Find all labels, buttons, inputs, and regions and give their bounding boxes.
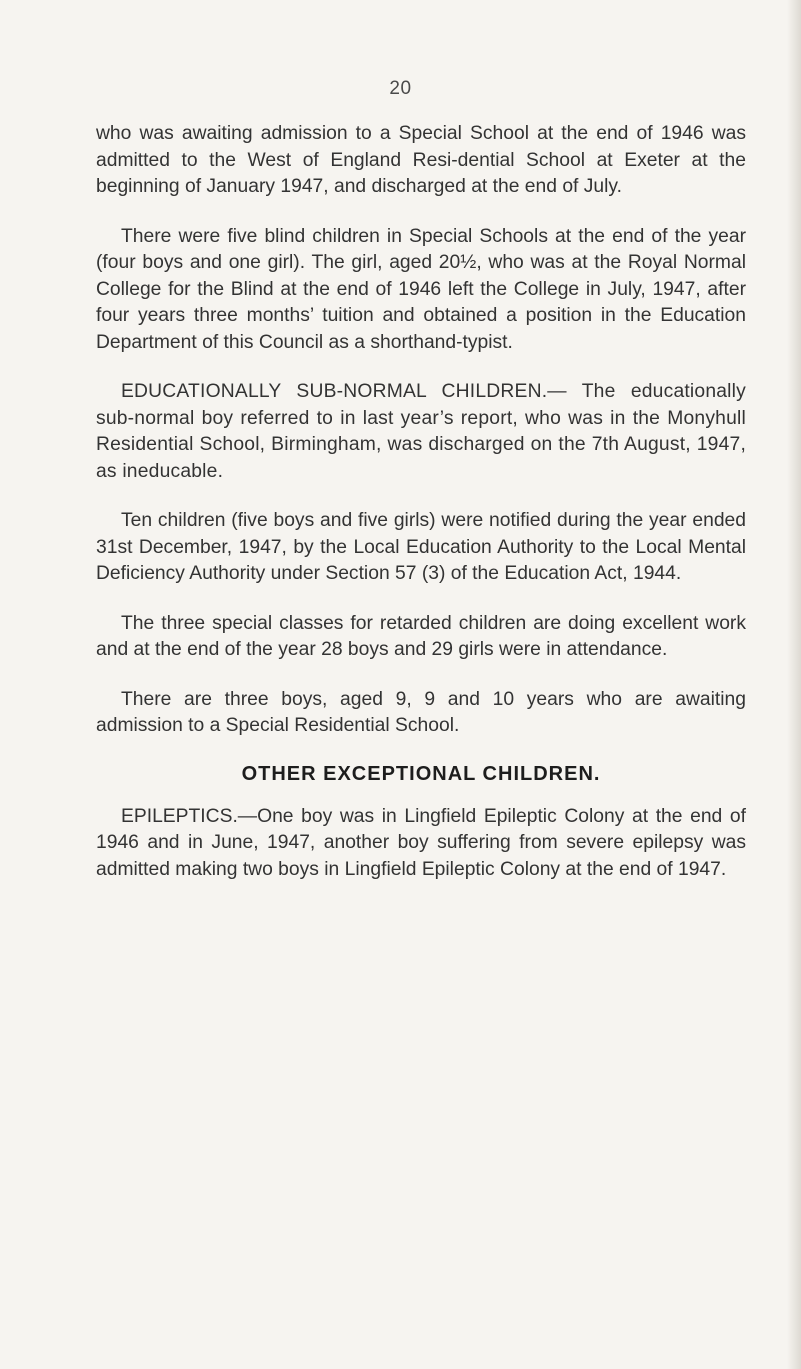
- paragraph-continuation: who was awaiting admission to a Special School at the end of 1946 was admitted to the West of England Resi-dential School at Exeter at the beginning of January 1947, and discharged at the end of July.: [96, 123, 746, 197]
- paragraph-educationally-sub-normal: EDUCATIONALLY SUB-NORMAL CHILDREN.— The educationally sub-normal boy referred to in last year’s report, who was in the Monyhull Residential School, Birmingham, was discharged on the 7th August, 1947, as ineducable.: [96, 381, 746, 482]
- paragraph-epileptics: EPILEPTICS.—One boy was in Lingfield Epileptic Colony at the end of 1946 and in June, 1947, another boy suffering from severe epilepsy was admitted making two boys in Lingfield Epileptic Colony at the end of 1947.: [96, 805, 746, 880]
- document-body: [96, 121, 746, 906]
- paragraph-notified-children: Ten children (five boys and five girls) were notified during the year ended 31st December, 1947, by the Local Education Authority to the Local Mental Deficiency Authority under Section 57 (3) of the Education Act, 1944.: [96, 510, 746, 584]
- paragraph-special-classes: The three special classes for retarded children are doing excellent work and at the end of the year 28 boys and 29 girls were in attendance.: [96, 612, 746, 660]
- paragraph-awaiting-admission: There are three boys, aged 9, 9 and 10 years who are awaiting admission to a Special Residential School.: [96, 688, 746, 736]
- paragraph-blind-children: There were five blind children in Special Schools at the end of the year (four boys and one girl). The girl, aged 20½, who was at the Royal Normal College for the Blind at the end of 1946 left the College in July, 1947, after four years three months’ tuition and obtained a position in the Education Department of this Council as a shorthand-typist.: [96, 225, 746, 353]
- page-edge-shadow: [787, 0, 801, 1369]
- page-number: 20: [389, 78, 412, 99]
- section-heading: OTHER EXCEPTIONAL CHILDREN.: [241, 762, 601, 785]
